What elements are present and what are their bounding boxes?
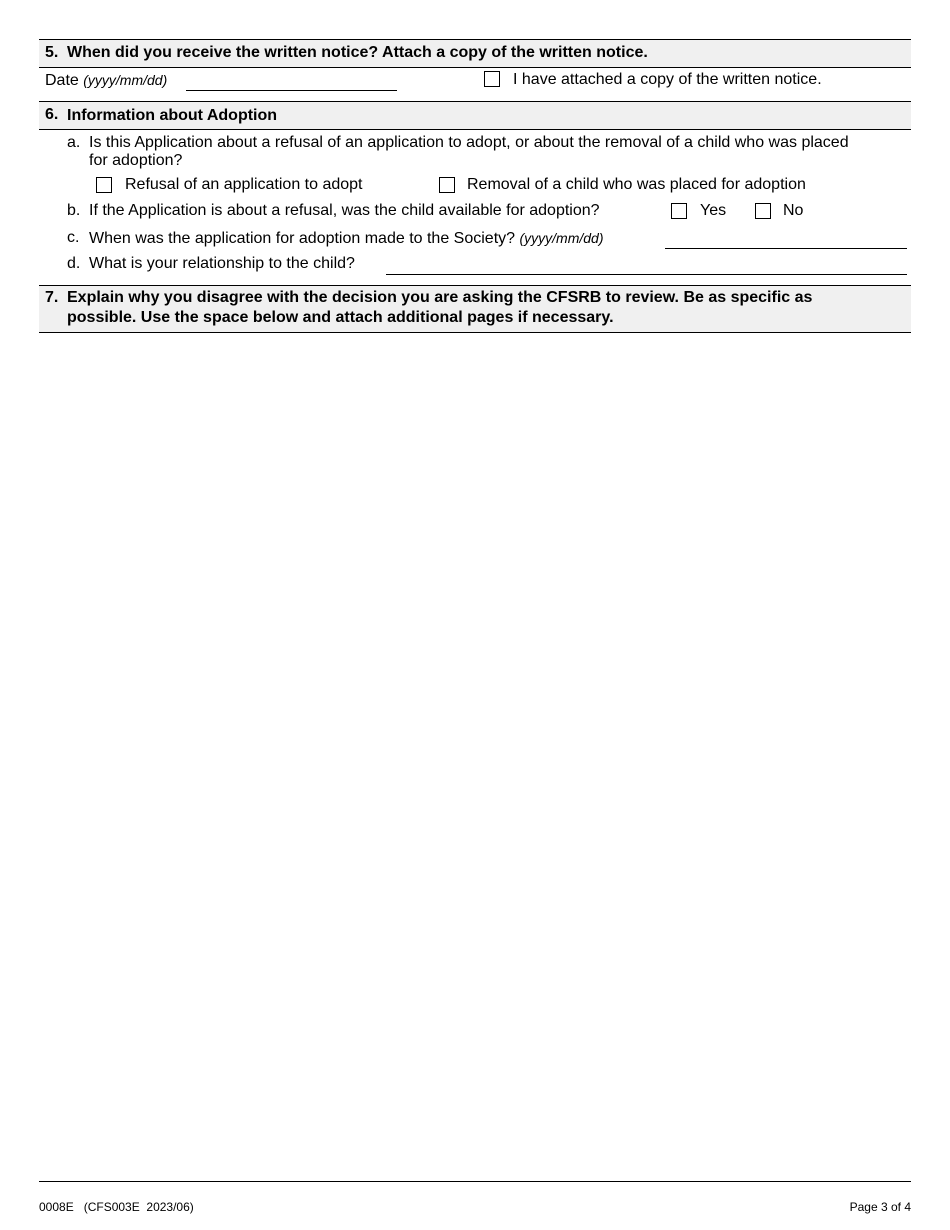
question-b-marker: b.	[67, 202, 81, 219]
section-6-number: 6.	[45, 106, 59, 123]
refusal-option-label: Refusal of an application to adopt	[125, 176, 363, 193]
form-code: 0008E (CFS003E 2023/06)	[39, 1200, 194, 1214]
question-c-text	[89, 229, 604, 248]
available-yes-checkbox[interactable]	[671, 203, 687, 219]
date-label-text: Date	[45, 72, 79, 89]
explanation-area[interactable]	[39, 333, 911, 1178]
section-7-number: 7.	[45, 289, 59, 306]
section-6-header	[39, 101, 911, 130]
application-date-field[interactable]	[665, 248, 907, 249]
date-format-hint: (yyyy/mm/dd)	[83, 72, 168, 88]
section-7-heading-line2: possible. Use the space below and attach additional pages if necessary.	[67, 309, 614, 326]
question-a-text-line2: for adoption?	[89, 152, 183, 169]
refusal-checkbox[interactable]	[96, 177, 112, 193]
page-number: Page 3 of 4	[849, 1200, 911, 1214]
removal-option-label: Removal of a child who was placed for adoption	[467, 176, 806, 193]
section-7-heading-line1: Explain why you disagree with the decision you are asking the CFSRB to review. Be as specific as	[67, 289, 813, 306]
section-5-header	[39, 39, 911, 68]
question-d-marker: d.	[67, 255, 81, 272]
available-yes-label: Yes	[700, 202, 727, 219]
question-b-text: If the Application is about a refusal, was the child available for adoption?	[89, 202, 600, 219]
question-c-marker: c.	[67, 229, 80, 246]
removal-checkbox[interactable]	[439, 177, 455, 193]
section-5-number: 5.	[45, 44, 59, 61]
available-no-label: No	[783, 202, 804, 219]
date-label	[45, 71, 167, 90]
relationship-field[interactable]	[386, 274, 907, 275]
attached-copy-label: I have attached a copy of the written notice.	[513, 71, 822, 88]
question-d-text: What is your relationship to the child?	[89, 255, 355, 272]
section-5-heading: When did you receive the written notice? Attach a copy of the written notice.	[67, 44, 648, 61]
question-a-text-line1: Is this Application about a refusal of an application to adopt, or about the removal of a child who was placed	[89, 134, 849, 151]
available-no-checkbox[interactable]	[755, 203, 771, 219]
notice-date-field[interactable]	[186, 90, 397, 91]
question-c-label: When was the application for adoption made to the Society?	[89, 230, 516, 247]
section-6-heading: Information about Adoption	[67, 107, 278, 124]
question-a-marker: a.	[67, 134, 81, 151]
attached-copy-checkbox[interactable]	[484, 71, 500, 87]
section-7-header	[39, 285, 911, 333]
footer-rule	[39, 1181, 911, 1182]
question-c-date-hint: (yyyy/mm/dd)	[519, 230, 604, 246]
